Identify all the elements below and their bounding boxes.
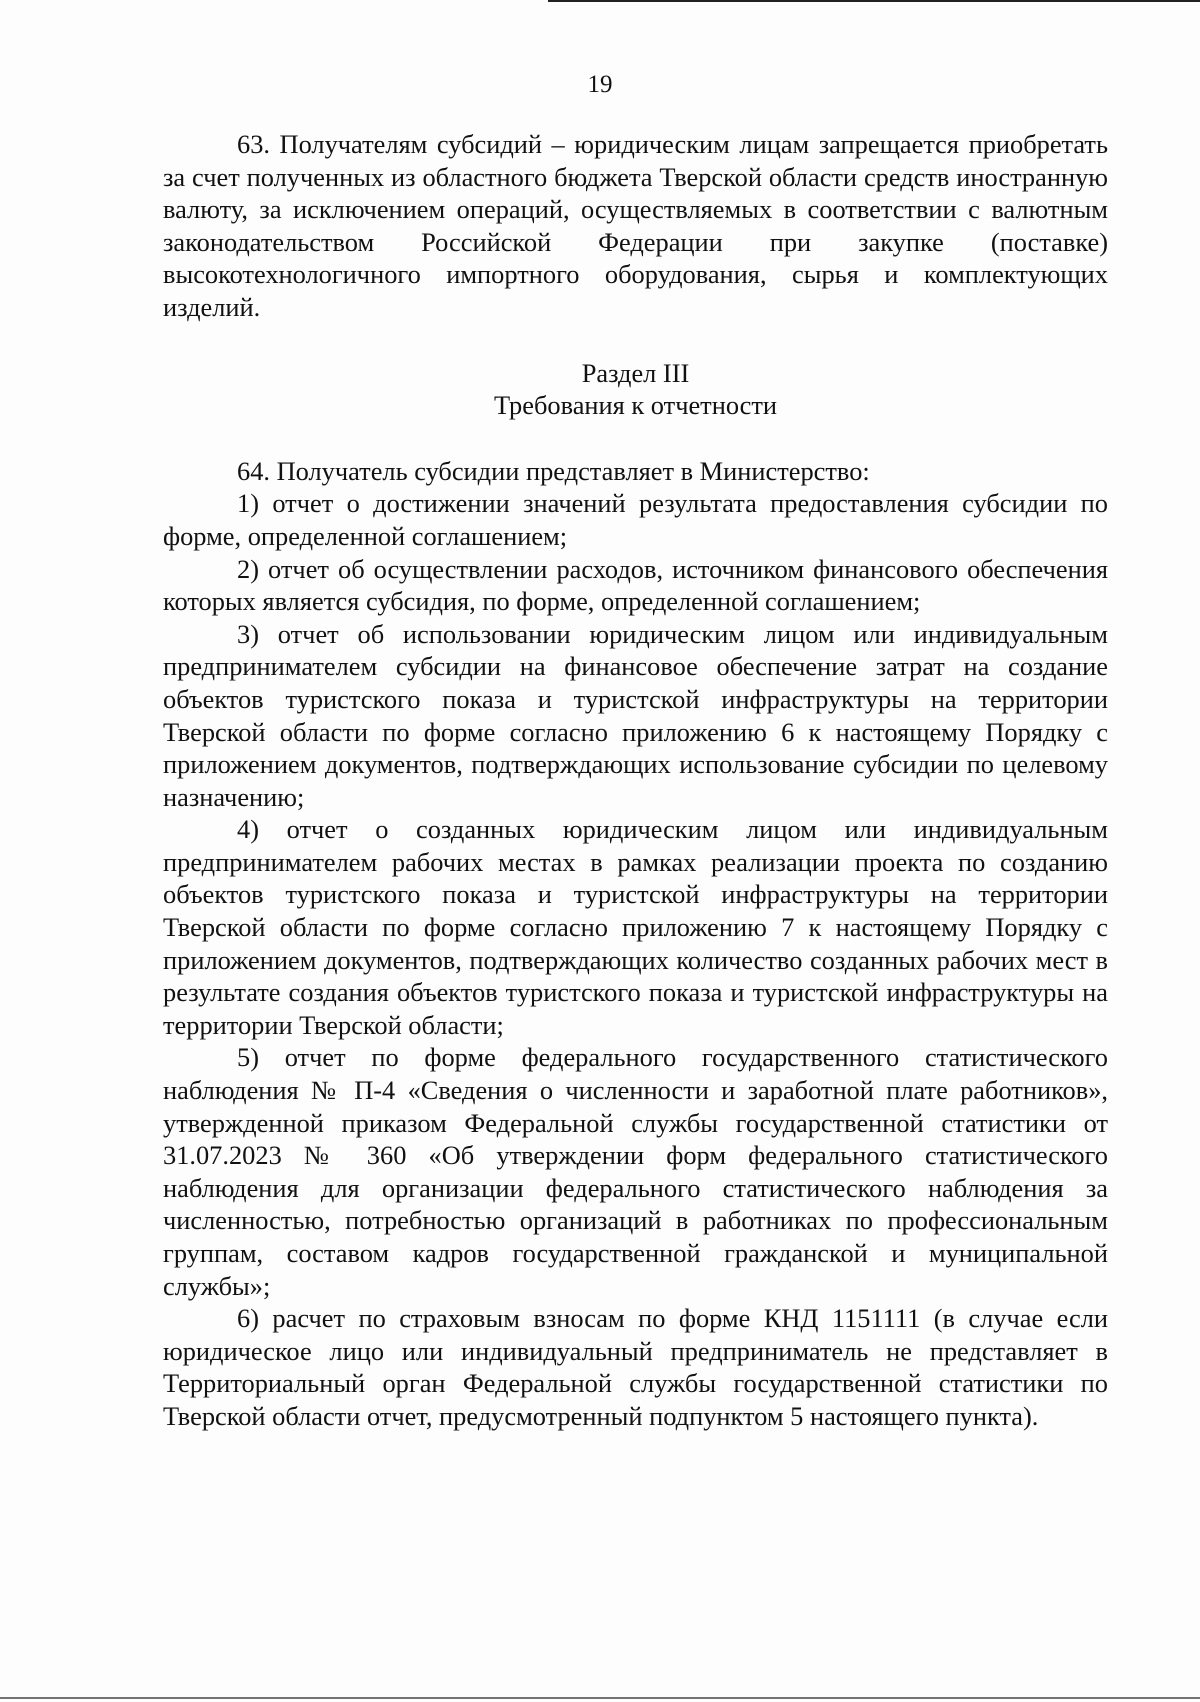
list-item-6: 6) расчет по страховым взносам по форме КНД 1151111 (в случае если юридическое лицо или индивидуальный предприниматель не представляет в Территориальный орган Федеральной службы государственной статистики по Тверской области отчет, предусмотренный подпунктом 5 настоящего пункта). (163, 1303, 1108, 1431)
list-item-2: 2) отчет об осуществлении расходов, источником финансового обеспечения которых является субсидия, по форме, определенной соглашением; (163, 553, 1108, 617)
section-title: Раздел III (581, 357, 690, 388)
bottom-rule-line (0, 1697, 1200, 1699)
section-subtitle: Требования к отчетности (493, 390, 778, 421)
list-item-3: 3) отчет об использовании юридическим лицом или индивидуальным предпринимателем субсидии на финансовое обеспечение затрат на создание объектов туристского показа и туристской инфраструктуры на территории Тверской области по форме согласно приложению 6 к настоящему Порядку с приложением документов, подтверждающих использование субсидии по целевому назначению; (163, 618, 1108, 812)
list-item-1: 1) отчет о достижении значений результата предоставления субсидии по форме, определенной соглашением; (163, 488, 1108, 551)
section-heading (163, 357, 1108, 422)
paragraph-63: 63. Получателям субсидий – юридическим лицам запрещается приобретать за счет полученных из областного бюджета Тверской области средств иностранную валюту, за исключением операций, осуществляемых в соответствии с валютным законодательством Российской Федерации при закупке (поставке) высокотехнологичного импортного оборудования, сырья и комплектующих изделий. (163, 129, 1108, 322)
list-item-4: 4) отчет о созданных юридическим лицом или индивидуальным предпринимателем рабочих местах в рамках реализации проекта по созданию объектов туристского показа и туристской инфраструктуры на территории Тверской области по форме согласно приложению 7 к настоящему Порядку с приложением документов, подтверждающих количество созданных рабочих мест в результате создания объектов туристского показа и туристской инфраструктуры на территории Тверской области; (163, 814, 1108, 1040)
page-number: 19 (587, 71, 613, 98)
top-rule-line (548, 0, 1200, 2)
document-body (163, 128, 1108, 1433)
list-item-5: 5) отчет по форме федерального государственного статистического наблюдения № П-4 «Сведения о численности и заработной плате работников», утвержденной приказом Федеральной службы государственной статистики от 31.07.2023 № 360 «Об утверждении форм федерального статистического наблюдения для организации федерального статистического наблюдения за численностью, потребностью организаций в работниках по профессиональным группам, составом кадров государственной гражданской и муниципальной службы»; (163, 1042, 1108, 1301)
paragraph-64: 64. Получатель субсидии представляет в Министерство: (237, 455, 870, 486)
